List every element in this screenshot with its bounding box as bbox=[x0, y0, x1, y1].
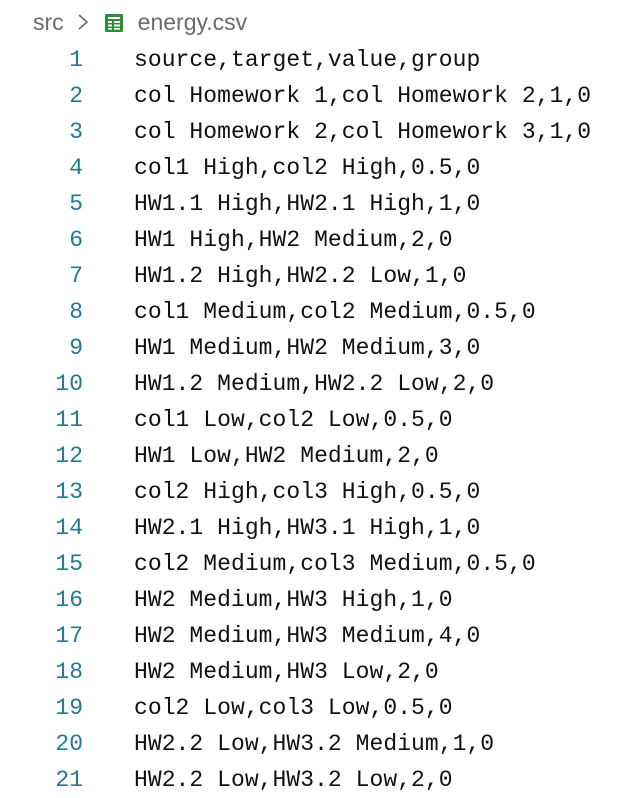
line-text[interactable]: HW1.1 High,HW2.1 High,1,0 bbox=[134, 191, 481, 217]
code-line[interactable] bbox=[0, 78, 638, 114]
line-text[interactable]: HW2 Medium,HW3 High,1,0 bbox=[134, 587, 453, 613]
line-text[interactable]: HW2 Medium,HW3 Low,2,0 bbox=[134, 659, 439, 685]
code-line[interactable] bbox=[0, 474, 638, 510]
line-number: 2 bbox=[69, 83, 83, 109]
code-line[interactable] bbox=[0, 258, 638, 294]
line-text[interactable]: HW1 Medium,HW2 Medium,3,0 bbox=[134, 335, 481, 361]
breadcrumb bbox=[0, 0, 638, 44]
code-line[interactable] bbox=[0, 366, 638, 402]
line-number: 17 bbox=[55, 623, 83, 649]
code-line[interactable] bbox=[0, 654, 638, 690]
code-line[interactable] bbox=[0, 402, 638, 438]
line-text[interactable]: col Homework 2,col Homework 3,1,0 bbox=[134, 119, 592, 145]
line-text[interactable]: col2 Medium,col3 Medium,0.5,0 bbox=[134, 551, 536, 577]
line-number: 13 bbox=[55, 479, 83, 505]
line-number: 7 bbox=[69, 263, 83, 289]
line-number: 11 bbox=[55, 407, 83, 433]
code-line[interactable] bbox=[0, 690, 638, 726]
line-number: 14 bbox=[55, 515, 83, 541]
code-line[interactable] bbox=[0, 186, 638, 222]
code-line[interactable] bbox=[0, 222, 638, 258]
line-number: 5 bbox=[69, 191, 83, 217]
chevron-right-icon bbox=[75, 12, 91, 32]
breadcrumb-folder[interactable]: src bbox=[33, 8, 64, 35]
line-number: 8 bbox=[69, 299, 83, 325]
code-line[interactable] bbox=[0, 114, 638, 150]
line-text[interactable]: source,target,value,group bbox=[134, 47, 481, 73]
line-text[interactable]: HW1 Low,HW2 Medium,2,0 bbox=[134, 443, 439, 469]
breadcrumb-file[interactable]: energy.csv bbox=[137, 8, 248, 35]
line-text[interactable]: HW1 High,HW2 Medium,2,0 bbox=[134, 227, 453, 253]
line-text[interactable]: HW2.2 Low,HW3.2 Medium,1,0 bbox=[134, 731, 495, 757]
line-text[interactable]: col2 High,col3 High,0.5,0 bbox=[134, 479, 481, 505]
line-number: 4 bbox=[69, 155, 83, 181]
line-number: 15 bbox=[55, 551, 83, 577]
line-number: 3 bbox=[69, 119, 83, 145]
code-line[interactable] bbox=[0, 330, 638, 366]
code-line[interactable] bbox=[0, 618, 638, 654]
code-line[interactable] bbox=[0, 582, 638, 618]
line-text[interactable]: col1 High,col2 High,0.5,0 bbox=[134, 155, 481, 181]
line-number: 12 bbox=[55, 443, 83, 469]
line-number: 21 bbox=[55, 767, 83, 793]
line-number: 1 bbox=[69, 47, 83, 73]
code-line[interactable] bbox=[0, 762, 638, 798]
code-line[interactable] bbox=[0, 294, 638, 330]
line-number: 20 bbox=[55, 731, 83, 757]
line-number: 6 bbox=[69, 227, 83, 253]
code-lines[interactable] bbox=[0, 42, 638, 798]
code-line[interactable] bbox=[0, 726, 638, 762]
line-text[interactable]: HW2.2 Low,HW3.2 Low,2,0 bbox=[134, 767, 453, 793]
code-line[interactable] bbox=[0, 510, 638, 546]
code-line[interactable] bbox=[0, 42, 638, 78]
line-text[interactable]: col Homework 1,col Homework 2,1,0 bbox=[134, 83, 592, 109]
line-text[interactable]: HW2.1 High,HW3.1 High,1,0 bbox=[134, 515, 481, 541]
line-number: 9 bbox=[69, 335, 83, 361]
line-text[interactable]: HW2 Medium,HW3 Medium,4,0 bbox=[134, 623, 481, 649]
line-text[interactable]: col1 Low,col2 Low,0.5,0 bbox=[134, 407, 453, 433]
line-text[interactable]: HW1.2 High,HW2.2 Low,1,0 bbox=[134, 263, 467, 289]
line-number: 18 bbox=[55, 659, 83, 685]
line-number: 19 bbox=[55, 695, 83, 721]
code-line[interactable] bbox=[0, 438, 638, 474]
line-text[interactable]: col1 Medium,col2 Medium,0.5,0 bbox=[134, 299, 536, 325]
line-text[interactable]: col2 Low,col3 Low,0.5,0 bbox=[134, 695, 453, 721]
line-number: 16 bbox=[55, 587, 83, 613]
line-number: 10 bbox=[55, 371, 83, 397]
code-line[interactable] bbox=[0, 150, 638, 186]
line-text[interactable]: HW1.2 Medium,HW2.2 Low,2,0 bbox=[134, 371, 495, 397]
code-line[interactable] bbox=[0, 546, 638, 582]
table-file-icon bbox=[104, 12, 124, 32]
